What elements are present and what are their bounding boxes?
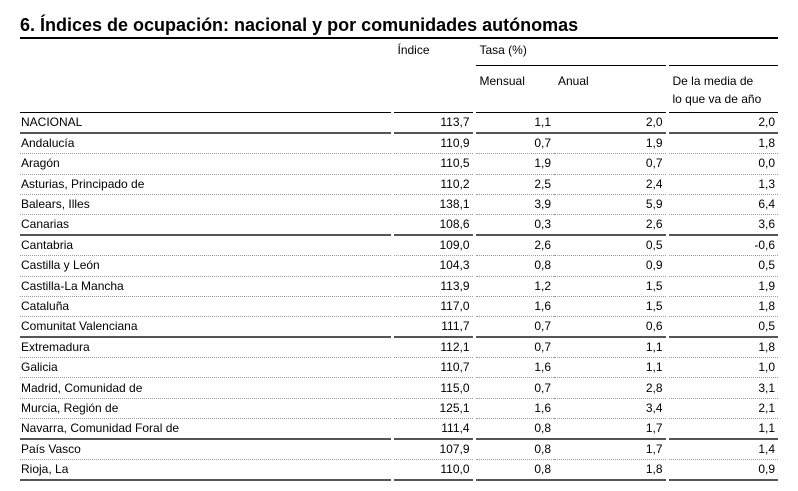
row-indice: 108,6: [392, 214, 474, 235]
row-name: Cantabria: [20, 235, 392, 256]
row-indice: 111,4: [392, 418, 474, 439]
row-indice: 110,5: [392, 154, 474, 174]
row-anual: 1,5: [554, 276, 667, 296]
row-name: Cataluña: [20, 296, 392, 316]
row-media: 1,4: [667, 439, 778, 460]
row-indice: 110,7: [392, 358, 474, 378]
row-name: Murcia, Región de: [20, 398, 392, 418]
row-indice: 104,3: [392, 256, 474, 276]
table-row: [20, 418, 778, 439]
row-name: Andalucía: [20, 133, 392, 154]
row-media: 2,1: [667, 398, 778, 418]
row-mensual: 2,6: [474, 235, 554, 256]
row-mensual: 0,8: [474, 418, 554, 439]
row-media: 0,5: [667, 256, 778, 276]
row-mensual: 3,9: [474, 194, 554, 214]
row-anual: 2,0: [554, 113, 667, 134]
row-anual: 1,9: [554, 133, 667, 154]
page-title: 6. Índices de ocupación: nacional y por comunidades autónomas: [20, 15, 579, 35]
row-mensual: 0,8: [474, 460, 554, 481]
row-media: 6,4: [667, 194, 778, 214]
row-mensual: 0,7: [474, 378, 554, 398]
table-row: [20, 256, 778, 276]
row-media: 3,6: [667, 214, 778, 235]
row-name: Madrid, Comunidad de: [20, 378, 392, 398]
row-media: -0,6: [667, 235, 778, 256]
row-media: 2,0: [667, 113, 778, 134]
table-row: [20, 174, 778, 194]
row-indice: 110,0: [392, 460, 474, 481]
header-indice: Índice: [392, 39, 474, 66]
row-mensual: 2,5: [474, 174, 554, 194]
table-body: [20, 113, 778, 481]
row-anual: 2,6: [554, 214, 667, 235]
table-row: [20, 316, 778, 337]
row-mensual: 1,6: [474, 398, 554, 418]
row-anual: 0,9: [554, 256, 667, 276]
table-row: [20, 398, 778, 418]
table-row: [20, 276, 778, 296]
row-anual: 3,4: [554, 398, 667, 418]
header-media-line2: lo que va de año: [672, 92, 762, 106]
row-media: 1,9: [667, 276, 778, 296]
row-anual: 5,9: [554, 194, 667, 214]
row-name: País Vasco: [20, 439, 392, 460]
header-mensual: Mensual: [474, 66, 554, 113]
row-anual: 1,1: [554, 358, 667, 378]
row-anual: 1,5: [554, 296, 667, 316]
row-media: 1,1: [667, 418, 778, 439]
row-media: 0,5: [667, 316, 778, 337]
row-mensual: 1,1: [474, 113, 554, 134]
row-indice: 110,9: [392, 133, 474, 154]
row-mensual: 1,2: [474, 276, 554, 296]
row-name: Comunitat Valenciana: [20, 316, 392, 337]
row-indice: 138,1: [392, 194, 474, 214]
row-indice: 111,7: [392, 316, 474, 337]
row-name: Galicia: [20, 358, 392, 378]
row-anual: 1,1: [554, 337, 667, 358]
row-name: Balears, Illes: [20, 194, 392, 214]
table-row: [20, 358, 778, 378]
row-anual: 1,7: [554, 439, 667, 460]
row-media: 0,9: [667, 460, 778, 481]
table-row: [20, 113, 778, 134]
row-anual: 2,4: [554, 174, 667, 194]
row-mensual: 0,7: [474, 316, 554, 337]
row-mensual: 1,6: [474, 296, 554, 316]
table-row: [20, 439, 778, 460]
row-name: Castilla-La Mancha: [20, 276, 392, 296]
row-mensual: 1,6: [474, 358, 554, 378]
header-blank-2: [20, 66, 392, 113]
document-page: [20, 14, 778, 481]
header-media-line1: De la media de: [672, 74, 754, 88]
row-indice: 113,7: [392, 113, 474, 134]
row-indice: 112,1: [392, 337, 474, 358]
row-indice: 113,9: [392, 276, 474, 296]
row-indice: 107,9: [392, 439, 474, 460]
row-name: Extremadura: [20, 337, 392, 358]
row-name: Aragón: [20, 154, 392, 174]
row-mensual: 0,7: [474, 337, 554, 358]
row-media: 1,0: [667, 358, 778, 378]
row-media: 1,8: [667, 337, 778, 358]
row-media: 3,1: [667, 378, 778, 398]
occupancy-table: [20, 39, 778, 481]
row-anual: 0,6: [554, 316, 667, 337]
row-mensual: 0,8: [474, 439, 554, 460]
table-row: [20, 133, 778, 154]
table-row: [20, 460, 778, 481]
header-blank-indice: [392, 66, 474, 113]
row-name: Rioja, La: [20, 460, 392, 481]
row-mensual: 0,7: [474, 133, 554, 154]
table-row: [20, 296, 778, 316]
row-name: Asturias, Principado de: [20, 174, 392, 194]
row-name: Castilla y León: [20, 256, 392, 276]
row-anual: 1,8: [554, 460, 667, 481]
row-mensual: 0,8: [474, 256, 554, 276]
row-name: Canarias: [20, 214, 392, 235]
header-anual: Anual: [558, 74, 589, 88]
row-anual: 2,8: [554, 378, 667, 398]
row-media: 0,0: [667, 154, 778, 174]
table-header: [20, 39, 778, 113]
row-anual: 0,5: [554, 235, 667, 256]
header-tasa: Tasa (%): [474, 39, 778, 66]
table-row: [20, 194, 778, 214]
row-indice: 115,0: [392, 378, 474, 398]
row-anual: 0,7: [554, 154, 667, 174]
table-row: [20, 378, 778, 398]
row-media: 1,8: [667, 133, 778, 154]
table-row: [20, 154, 778, 174]
row-mensual: 0,3: [474, 214, 554, 235]
row-indice: 109,0: [392, 235, 474, 256]
header-blank: [20, 39, 392, 66]
table-row: [20, 337, 778, 358]
row-name: Navarra, Comunidad Foral de: [20, 418, 392, 439]
header-media: [667, 66, 778, 113]
row-anual: 1,7: [554, 418, 667, 439]
row-name: NACIONAL: [20, 113, 392, 134]
row-mensual: 1,9: [474, 154, 554, 174]
table-row: [20, 214, 778, 235]
row-indice: 110,2: [392, 174, 474, 194]
row-indice: 125,1: [392, 398, 474, 418]
table-row: [20, 235, 778, 256]
row-indice: 117,0: [392, 296, 474, 316]
row-media: 1,3: [667, 174, 778, 194]
row-media: 1,8: [667, 296, 778, 316]
